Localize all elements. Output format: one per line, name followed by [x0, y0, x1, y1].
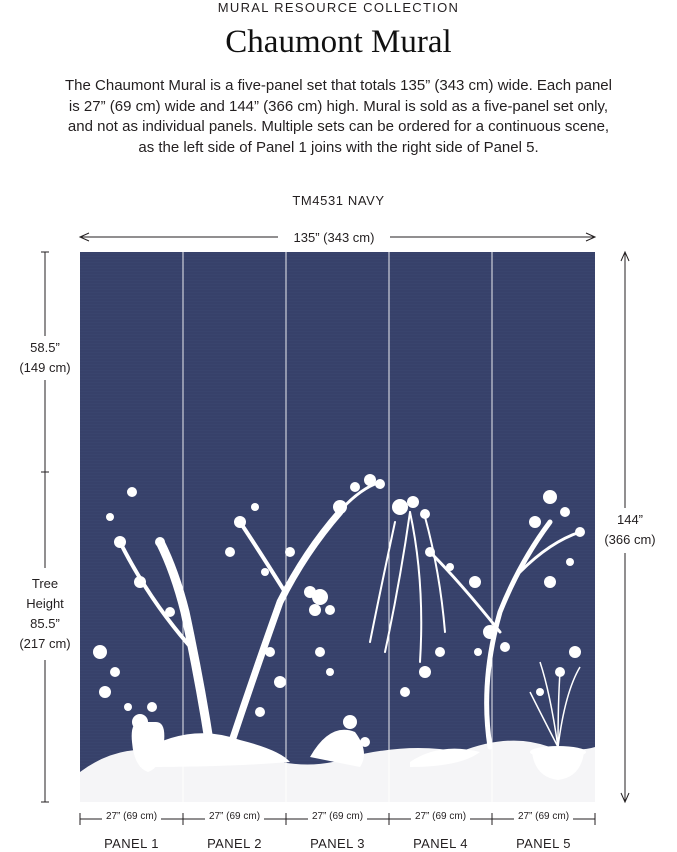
colorway-label: TM4531 NAVY [292, 193, 385, 208]
page-title: Chaumont Mural [225, 24, 452, 60]
panel-2-width: 27” (69 cm) [183, 811, 286, 822]
panel-3-label: PANEL 3 [310, 836, 365, 851]
tree-inches: 85.5” [30, 616, 60, 631]
mural-preview [80, 252, 595, 802]
tree-line-1: Tree [31, 576, 59, 591]
height-cm: (366 cm) [604, 532, 656, 547]
collection-eyebrow: MURAL RESOURCE COLLECTION [217, 0, 460, 15]
height-label [598, 510, 662, 550]
tree-cm: (217 cm) [19, 636, 71, 651]
tree-line-2: Height [26, 596, 64, 611]
panel-2-label: PANEL 2 [207, 836, 262, 851]
upper-cm: (149 cm) [19, 360, 71, 375]
total-width-label: 135” (343 cm) [284, 228, 384, 248]
tree-height-label [8, 574, 82, 654]
mural-illustration [80, 252, 595, 802]
panel-5-label: PANEL 5 [516, 836, 571, 851]
panel-5-width: 27” (69 cm) [492, 811, 595, 822]
mural-description: The Chaumont Mural is a five-panel set that totals 135” (343 cm) wide. Each panel is 27” (69 cm) wide and 144” (366 cm) high. Mural is sold as a five-panel set only, and not as individual panels. Multiple sets can be ordered for a continuous scene, as the left side of Panel 1 joins with the right side of Panel 5. [65, 77, 612, 156]
panel-1-width: 27” (69 cm) [80, 811, 183, 822]
height-inches: 144” [616, 512, 644, 527]
panel-1-label: PANEL 1 [104, 836, 159, 851]
panel-3-width: 27” (69 cm) [286, 811, 389, 822]
panel-4-label: PANEL 4 [413, 836, 468, 851]
panel-4-width: 27” (69 cm) [389, 811, 492, 822]
upper-section-label [8, 338, 82, 378]
upper-inches: 58.5” [30, 340, 60, 355]
